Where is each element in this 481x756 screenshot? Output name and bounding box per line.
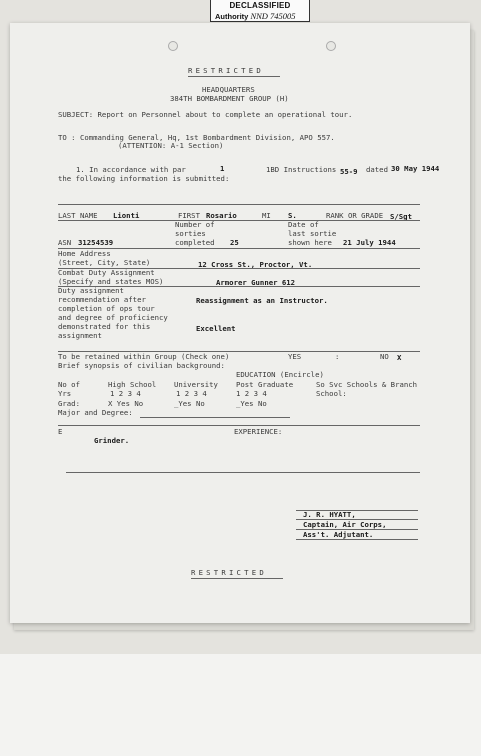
- asn-value: 31254539: [78, 238, 114, 247]
- proficiency-value: Excellent: [196, 324, 236, 333]
- sorties-label-2: sorties: [175, 229, 206, 238]
- rank-label: RANK OR GRADE: [326, 211, 384, 220]
- duty-label-3: completion of ops tour: [58, 304, 155, 313]
- para1-dated: dated: [366, 165, 388, 174]
- duty-label-5: demonstrated for this: [58, 322, 151, 331]
- duty-label-6: assignment: [58, 331, 102, 340]
- stamp-authority-value: NND 745005: [250, 11, 296, 21]
- major-degree-rule: [140, 417, 290, 418]
- first-name-label: FIRST: [178, 211, 200, 220]
- post-graduate-grad: _Yes No: [236, 399, 267, 408]
- para1-instructions: 1BD Instructions: [266, 165, 337, 174]
- punch-hole-right: [326, 41, 336, 51]
- retain-no-label: NO: [380, 352, 389, 361]
- combat-value: Armorer Gunner 612: [216, 278, 296, 287]
- university-grad: _Yes No: [174, 399, 205, 408]
- last-name-value: Lionti: [113, 211, 140, 220]
- para1-date: 30 May 1944: [391, 164, 440, 173]
- combat-label-2: (Specify and states MOS): [58, 277, 164, 286]
- university-years: 1 2 3 4: [176, 389, 207, 398]
- para1-line-2: the following information is submitted:: [58, 174, 230, 183]
- hq-line-1: HEADQUARTERS: [202, 85, 255, 94]
- home-value: 12 Cross St., Proctor, Vt.: [198, 260, 313, 269]
- para1-prefix: 1. In accordance with par: [76, 165, 186, 174]
- post-graduate-label: Post Graduate: [236, 380, 294, 389]
- school-label: School:: [316, 389, 347, 398]
- combat-label-1: Combat Duty Assignment: [58, 268, 155, 277]
- subject-line: SUBJECT: Report on Personnel about to complete an operational tour.: [58, 110, 353, 119]
- experience-label: EXPERIENCE:: [234, 427, 283, 436]
- declassified-stamp: [210, 0, 310, 22]
- no-of-label-1: No of: [58, 380, 80, 389]
- asn-row-rule: [58, 248, 420, 249]
- document-page: [10, 23, 470, 623]
- duty-label-1: Duty assignment: [58, 286, 124, 295]
- rank-value: S/Sgt: [390, 212, 412, 221]
- high-school-years: 1 2 3 4: [110, 389, 141, 398]
- retain-label: To be retained within Group (Check one): [58, 352, 230, 361]
- to-line-2: (ATTENTION: A-1 Section): [118, 141, 224, 150]
- retain-yes-label: YES: [288, 352, 302, 361]
- sorties-label-3: completed: [175, 238, 215, 247]
- employment-value: Grinder.: [94, 436, 130, 445]
- lower-sheet: [0, 654, 481, 756]
- sorties-label-1: Number of: [175, 220, 215, 229]
- punch-hole-left: [168, 41, 178, 51]
- home-label-2: (Street, City, State): [58, 258, 151, 267]
- to-line-1: TO : Commanding General, Hq, 1st Bombardment Division, APO 557.: [58, 133, 335, 142]
- form-top-rule: [58, 204, 420, 205]
- duty-label-4: and degree of proficiency: [58, 313, 168, 322]
- high-school-grad: X Yes No: [108, 399, 144, 408]
- service-schools-label: So Svc Schools & Branch: [316, 380, 418, 389]
- mi-value: S.: [288, 211, 297, 220]
- classification-bottom: RESTRICTED: [191, 568, 267, 577]
- signature-name: J. R. HYATT,: [303, 510, 356, 519]
- last-sortie-label-1: Date of: [288, 220, 319, 229]
- last-sortie-label-2: last sortie: [288, 229, 337, 238]
- retain-colon: :: [335, 352, 340, 361]
- grad-label: Grad:: [58, 399, 80, 408]
- classification-underline: [188, 76, 280, 77]
- duty-recommendation-value: Reassignment as an Instructor.: [196, 296, 328, 305]
- first-name-value: Rosario: [206, 211, 237, 220]
- classification-top: RESTRICTED: [188, 66, 264, 75]
- employment-top-rule: [58, 425, 420, 426]
- retain-no-mark: X: [397, 353, 402, 362]
- education-label: EDUCATION (Encircle): [236, 370, 324, 379]
- post-graduate-years: 1 2 3 4: [236, 389, 267, 398]
- name-row-rule: [58, 220, 420, 221]
- signature-title: Ass't. Adjutant.: [303, 530, 374, 539]
- asn-label: ASN: [58, 238, 72, 247]
- last-sortie-value: 21 July 1944: [343, 238, 396, 247]
- mi-label: MI: [262, 211, 271, 220]
- duty-label-2: recommendation after: [58, 295, 146, 304]
- sorties-value: 25: [230, 238, 239, 247]
- form-bottom-rule: [66, 472, 420, 473]
- civilian-background-label: Brief synopsis of civilian background:: [58, 361, 225, 370]
- employment-label: E: [58, 427, 63, 436]
- last-sortie-label-3: shown here: [288, 238, 332, 247]
- para1-instr-number: 55-9: [340, 167, 358, 176]
- hq-line-2: 384TH BOMBARDMENT GROUP (H): [170, 94, 289, 103]
- stamp-authority: Authority NND 745005: [215, 11, 296, 21]
- classification-bottom-underline: [191, 578, 283, 579]
- para1-par-value: 1: [220, 164, 225, 173]
- last-name-label: LAST NAME: [58, 211, 98, 220]
- no-of-label-2: Yrs: [58, 389, 72, 398]
- signature-rule-4: [296, 539, 418, 540]
- high-school-label: High School: [108, 380, 157, 389]
- university-label: University: [174, 380, 218, 389]
- stamp-title: DECLASSIFIED: [229, 1, 291, 10]
- home-label-1: Home Address: [58, 249, 111, 258]
- major-degree-label: Major and Degree:: [58, 408, 133, 417]
- signature-rank: Captain, Air Corps,: [303, 520, 387, 529]
